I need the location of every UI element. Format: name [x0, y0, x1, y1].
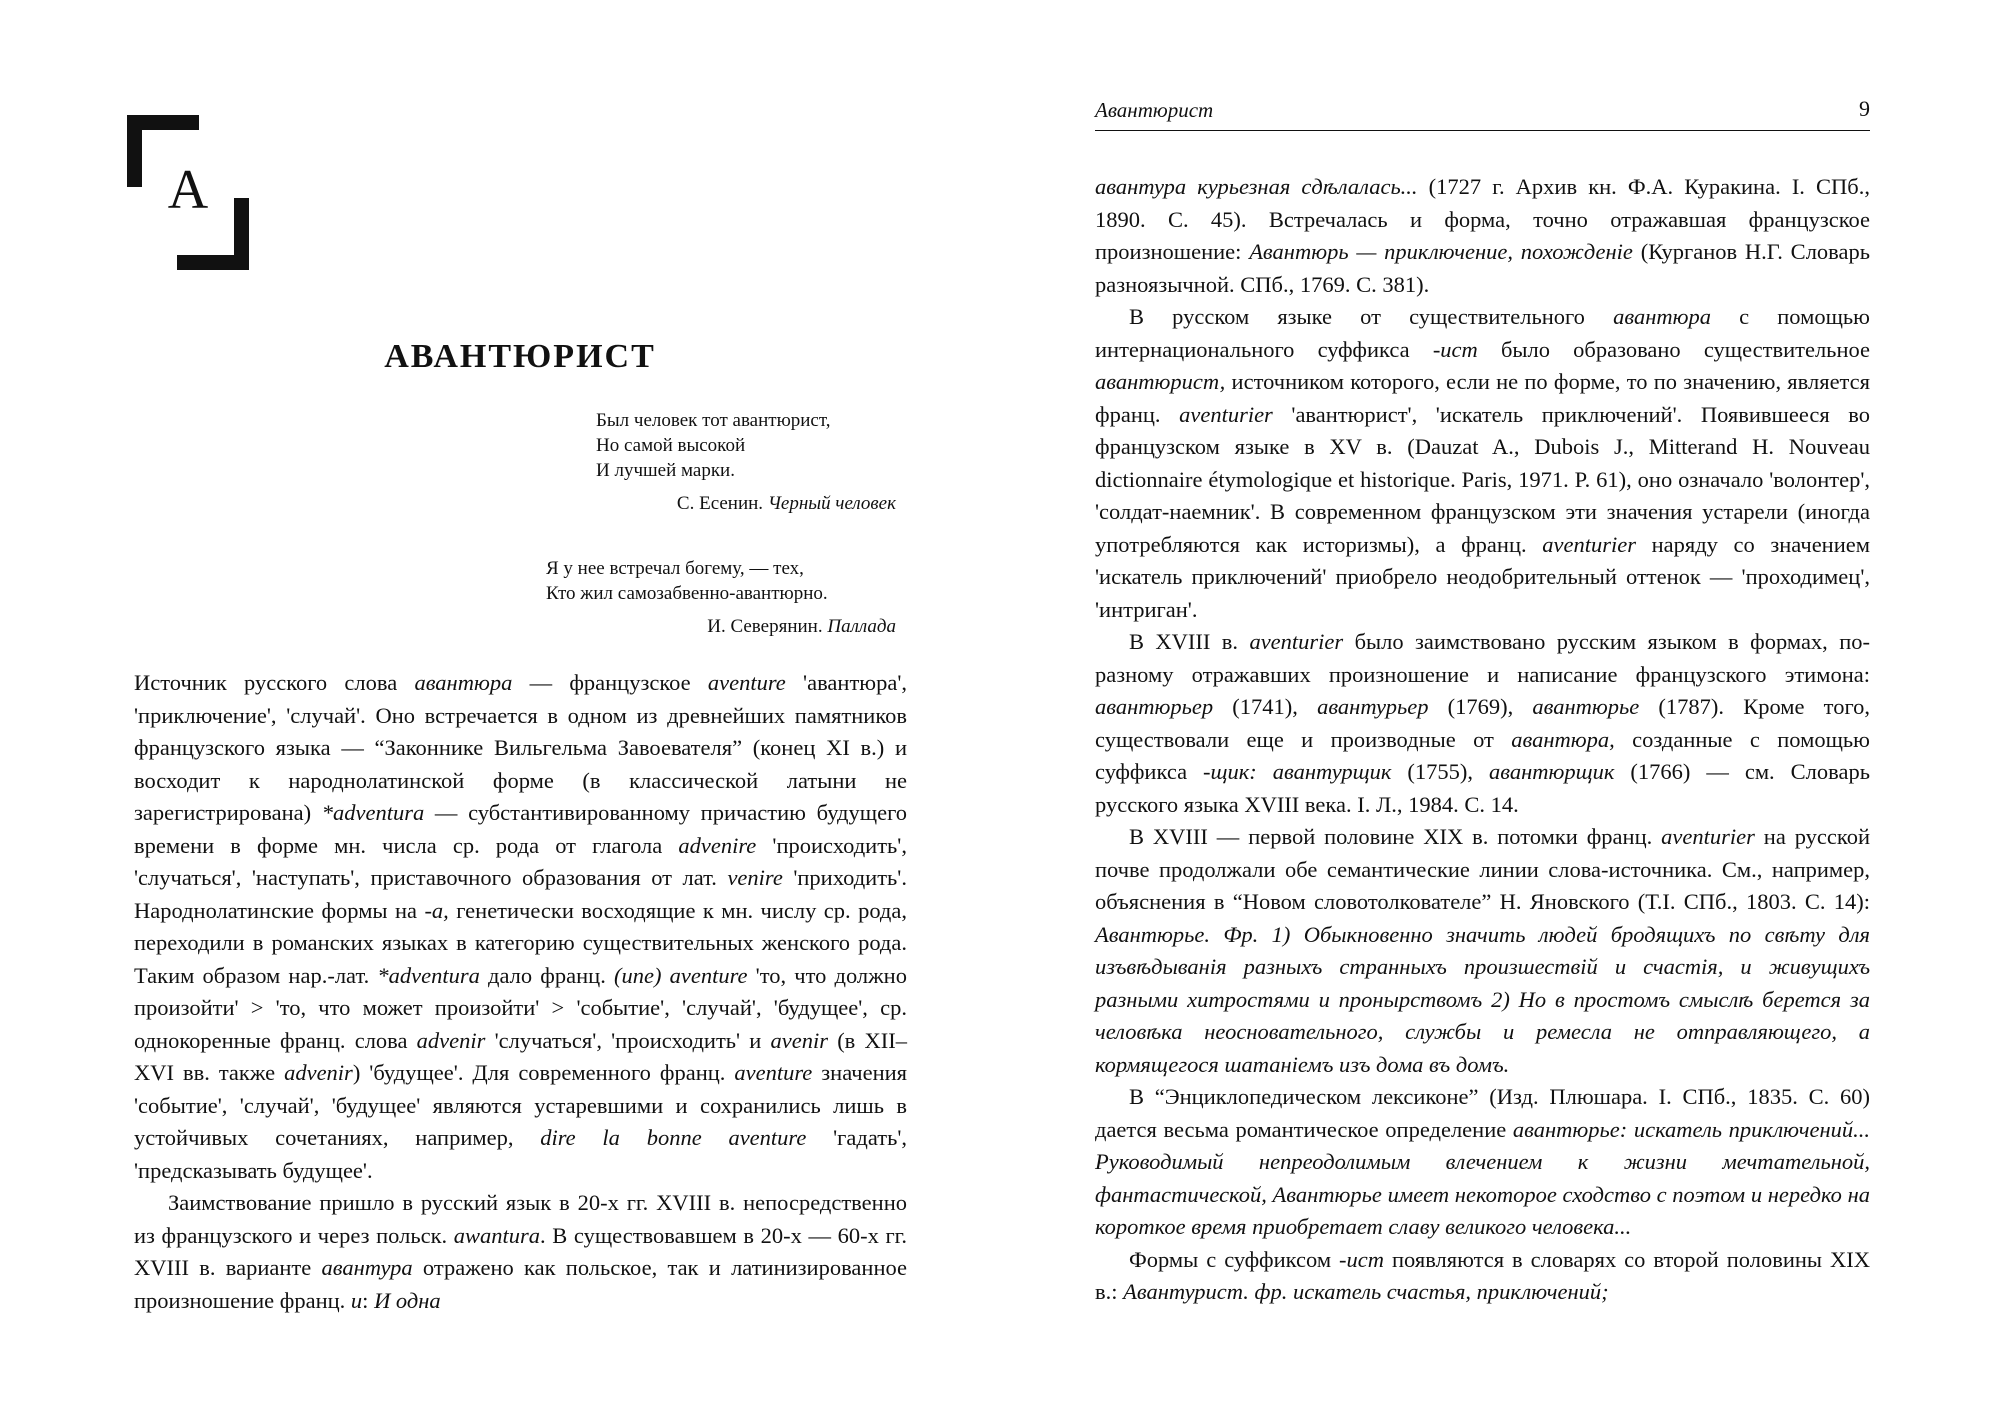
epigraph-line: Кто жил самозабвенно-авантюрно. — [546, 583, 828, 604]
left-body-text — [134, 667, 907, 1317]
epigraph — [596, 408, 896, 516]
paragraph: В XVIII в. aventurier было заимствовано русским языком в формах, по-разному отражавших произношение и написание французского этимона: авантюрьер (1741), авантурьер (1769), авантюрье (1787). Кроме того, существовали еще и производные от авантюра, созданные с помощью суффикса -щик: авантурщик (1755), авантюрщик (1766) — см. Словарь русского языка XVIII века. I. Л., 1984. С. 14. — [1095, 629, 1870, 817]
epigraph — [546, 556, 896, 639]
epigraph-work: Паллада — [827, 616, 896, 637]
section-letter: А — [167, 159, 209, 221]
headword: АВАНТЮРИСТ — [384, 338, 656, 375]
epigraph-attribution — [596, 491, 896, 516]
epigraph-line: И лучшей марки. — [596, 460, 735, 481]
letter-mark — [127, 115, 249, 270]
running-head — [1095, 96, 1870, 131]
epigraph-author: И. Северянин. — [707, 616, 823, 637]
epigraph-line: Был человек тот авантюрист, — [596, 410, 831, 431]
paragraph: В “Энциклопедическом лексиконе” (Изд. Плюшара. I. СПб., 1835. С. 60) дается весьма романтическое определение авантюрье: искатель приключений... Руководимый непреодолимым влечением к жизни мечтательной, фантастической, Авантюрье имеет некоторое сходство с поэтом и нередко на короткое время приобретает славу великого человека... — [1095, 1084, 1870, 1239]
paragraph: Формы с суффиксом -ист появляются в словарях со второй половины XIX в.: Авантурист. фр. искатель счастья, приключений; — [1095, 1246, 1870, 1304]
paragraph: Источник русского слова авантюра — французское aventure 'авантюра', 'приключение', 'случай'. Оно встречается в одном из древнейших памятников французского языка — “Законнике Вильгельма Завоевателя” (конец XI в.) и восходит к народнолатинской форме (в классической латыни не зарегистрирована) *adventura — субстантивированному причастию будущего времени в форме мн. числа ср. рода от глагола advenire 'происходить', 'случаться', 'наступать', приставочного образования от лат. venire 'приходить'. Народнолатинские формы на -a, генетически восходящие к мн. числу ср. рода, переходили в романских языках в категорию существительных женского рода. Таким образом нар.-лат. *adventura дало франц. (une) aventure 'то, что должно произойти' > 'то, что может произойти' > 'событие', 'случай', 'будущее', ср. однокоренные франц. слова advenir 'случаться', 'происходить' и avenir (в XII–XVI вв. также advenir) 'будущее'. Для современного франц. aventure значения 'событие', 'случай', 'будущее' являются устаревшими и сохранились лишь в устойчивых сочетаниях, например, dire la bonne aventure 'гадать', 'предсказывать будущее'. — [134, 670, 908, 1183]
paragraph: Заимствование пришло в русский язык в 20-х гг. XVIII в. непосредственно из французского и через польск. awantura. В существовавшем в 20-х — 60-х гг. XVIII в. варианте авантура отражено как польское, так и латинизированное произношение франц. u: И одна — [134, 1190, 908, 1313]
epigraph-line: Но самой высокой — [596, 435, 746, 456]
paragraph: авантура курьезная сдѣлалась... (1727 г. Архив кн. Ф.А. Куракина. I. СПб., 1890. С. 45). Встречалась и форма, точно отражавшая французское произношение: Авантюрь — приключение, похожденіе (Курганов Н.Г. Словарь разноязычной. СПб., 1769. С. 381). — [1095, 174, 1870, 297]
epigraph-line: Я у нее встречал богему, — тех, — [546, 558, 804, 579]
epigraph-attribution — [546, 614, 896, 639]
epigraph-author: С. Есенин. — [676, 493, 764, 514]
right-body-text — [1095, 171, 1870, 1309]
epigraph-work: Черный человек — [767, 493, 896, 514]
page-number: 9 — [1859, 96, 1870, 121]
paragraph: В русском языке от существительного авантюра с помощью интернационального суффикса -ист было образовано существительное авантюрист, источником которого, если не по форме, то по значению, является франц. aventurier 'авантюрист', 'искатель приключений'. Появившееся во французском языке в XV в. (Dauzat A., Dubois J., Mitterand H. Nouveau dictionnaire étymologique et historique. Paris, 1971. P. 61), оно означало 'волонтер', 'солдат-наемник'. В современном французском эти значения устарели (иногда употребляются как историзмы), а франц. aventurier наряду со значением 'искатель приключений' приобрело неодобрительный оттенок — 'проходимец', 'интриган'. — [1095, 304, 1870, 622]
paragraph: В XVIII — первой половине XIX в. потомки франц. aventurier на русской почве продолжали обе семантические линии слова-источника. См., например, объяснения в “Новом словотолкователе” Н. Яновского (Т.I. СПб., 1803. С. 14): Авантюрье. Фр. 1) Обыкновенно значить людей бродящихъ по свѣту для изъвѣдыванія разныхъ странныхъ произшествій и счастія, и живущихъ разными хитростями и пронырствомъ 2) Но в простомъ смыслѣ берется за человѣка неосновательного, службы и ремесла не отправляющего, а кормящегося шатаніемъ изъ дома въ домъ. — [1095, 824, 1870, 1077]
running-title: Авантюрист — [1095, 98, 1214, 122]
